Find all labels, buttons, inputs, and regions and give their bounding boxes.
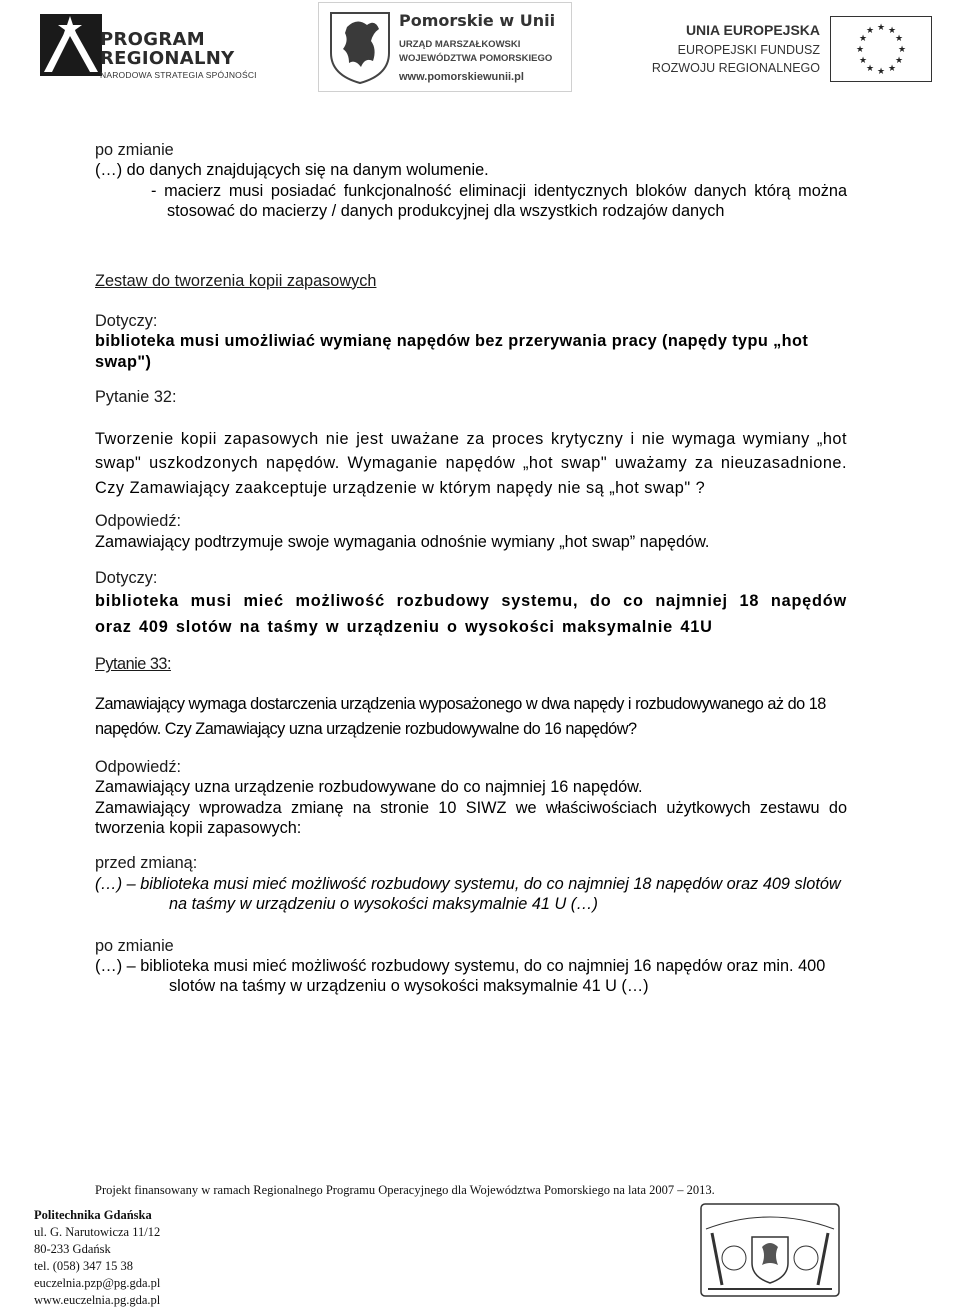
svg-text:★: ★ xyxy=(865,26,875,36)
section-title: Zestaw do tworzenia kopii zapasowych xyxy=(95,271,377,290)
phone: tel. (058) 347 15 38 xyxy=(34,1259,133,1273)
program-regionalny-logo xyxy=(40,14,260,78)
svg-text:★: ★ xyxy=(876,67,886,77)
dotyczy-text-2: biblioteka musi mieć możliwość rozbudowy systemu, do co najmniej 18 napędów oraz 409 slotów na taśmy w urządzeniu o wysokości maksymalnie 41U xyxy=(95,592,847,637)
pomorskie-w-unii-logo xyxy=(318,2,572,92)
org-name: Politechnika Gdańska xyxy=(34,1208,152,1222)
svg-text:★: ★ xyxy=(894,34,904,44)
pomorskie-region: WOJEWÓDZTWA POMORSKIEGO xyxy=(399,53,553,64)
project-funding-note: Projekt finansowany w ramach Regionalnego Programu Operacyjnego dla Województwa Pomorskiego na lata 2007 – 2013. xyxy=(95,1183,715,1197)
answer-33-text-1: Zamawiający uzna urządzenie rozbudowywane do co najmniej 16 napędów. xyxy=(95,778,643,797)
after-change-label: po zmianie xyxy=(95,936,174,955)
svg-text:★: ★ xyxy=(897,45,907,55)
svg-text:★: ★ xyxy=(855,45,865,55)
before-change-label: przed zmianą: xyxy=(95,854,198,873)
continuation-line: (…) do danych znajdujących się na danym wolumenie. xyxy=(95,161,489,180)
eu-logo xyxy=(650,16,940,82)
dotyczy-label-2: Dotyczy: xyxy=(95,568,158,587)
deduplication-requirement: - macierz musi posiadać funkcjonalność eliminacji identycznych bloków danych którą można stosować do macierzy / danych produkcyjnej dla wszystkich rodzajów danych xyxy=(151,181,847,221)
answer-32-label: Odpowiedź: xyxy=(95,512,181,531)
answer-33-text-2: Zamawiający wprowadza zmianę na stronie 10 SIWZ we właściwościach użytkowych zestawu do tworzenia kopii zapasowych: xyxy=(95,798,847,837)
website: www.euczelnia.pg.gda.pl xyxy=(34,1293,161,1307)
svg-text:★: ★ xyxy=(858,34,868,44)
pomorskie-office: URZĄD MARSZAŁKOWSKI xyxy=(399,39,521,50)
pomorskie-url: www.pomorskiewunii.pl xyxy=(399,71,524,83)
dotyczy-text-1: biblioteka musi umożliwiać wymianę napędów bez przerywania pracy (napędy typu „hot swap") xyxy=(95,332,809,371)
eu-title: UNIA EUROPEJSKA xyxy=(685,22,820,38)
question-32-text: Tworzenie kopii zapasowych nie jest uważane za proces krytyczny i nie wymaga wymiany „hot swap" uszkodzonych napędów. Wymaganie napędów „hot swap" uważamy za nieuzasadnione. Czy Zamawiający zaakceptuje urządzenie w którym napędy nie są „hot swap" ? xyxy=(95,429,847,497)
pomorskie-name: Pomorskie w Unii xyxy=(399,11,556,30)
polytechnica-seal-icon xyxy=(700,1203,840,1297)
after-change-text: (…) – biblioteka musi mieć możliwość rozbudowy systemu, do co najmniej 16 napędów oraz min. 400 slotów na taśmy w urządzeniu o wysokości maksymalnie 41 U (…) xyxy=(95,957,826,996)
after-change-label-top: po zmianie xyxy=(95,141,174,159)
svg-text:★: ★ xyxy=(865,64,875,74)
email: euczelnia.pzp@pg.gda.pl xyxy=(34,1276,161,1290)
question-33-label: Pytanie 33: xyxy=(95,655,171,674)
program-line1: PROGRAM xyxy=(100,29,205,50)
street: ul. G. Narutowicza 11/12 xyxy=(34,1225,161,1239)
eu-flag-icon xyxy=(830,16,932,82)
question-32-label: Pytanie 32: xyxy=(95,388,177,407)
eu-fund-line2: ROZWOJU REGIONALNEGO xyxy=(651,61,820,75)
before-change-text: (…) – biblioteka musi mieć możliwość rozbudowy systemu, do co najmniej 18 napędów oraz 409 slotów na taśmy w urządzeniu o wysokości maksymalnie 41 U (…) xyxy=(95,874,841,914)
svg-text:★: ★ xyxy=(876,23,886,33)
svg-text:★: ★ xyxy=(894,56,904,66)
program-regionalny-title xyxy=(100,30,235,68)
question-33-text: Zamawiający wymaga dostarczenia urządzenia wyposażonego w dwa napędy i rozbudowywanego aż do 18 napędów. Czy Zamawiający uzna urządzenie rozbudowywalne do 16 napędów? xyxy=(95,694,826,738)
contact-address xyxy=(34,1207,160,1309)
dotyczy-label-1: Dotyczy: xyxy=(95,312,158,331)
document-body xyxy=(95,140,847,997)
griffin-crest-icon xyxy=(327,9,393,85)
answer-33-label: Odpowiedź: xyxy=(95,757,181,776)
program-subtitle: NARODOWA STRATEGIA SPÓJNOŚCI xyxy=(100,70,257,80)
svg-text:★: ★ xyxy=(887,26,897,36)
svg-text:★: ★ xyxy=(887,64,897,74)
program-regionalny-mark-icon xyxy=(40,14,102,76)
answer-32-text: Zamawiający podtrzymuje swoje wymagania odnośnie wymiany „hot swap” napędów. xyxy=(95,532,710,551)
svg-text:★: ★ xyxy=(858,56,868,66)
program-line2: REGIONALNY xyxy=(100,48,235,69)
eu-fund-line1: EUROPEJSKI FUNDUSZ xyxy=(677,43,820,57)
city: 80-233 Gdańsk xyxy=(34,1242,111,1256)
